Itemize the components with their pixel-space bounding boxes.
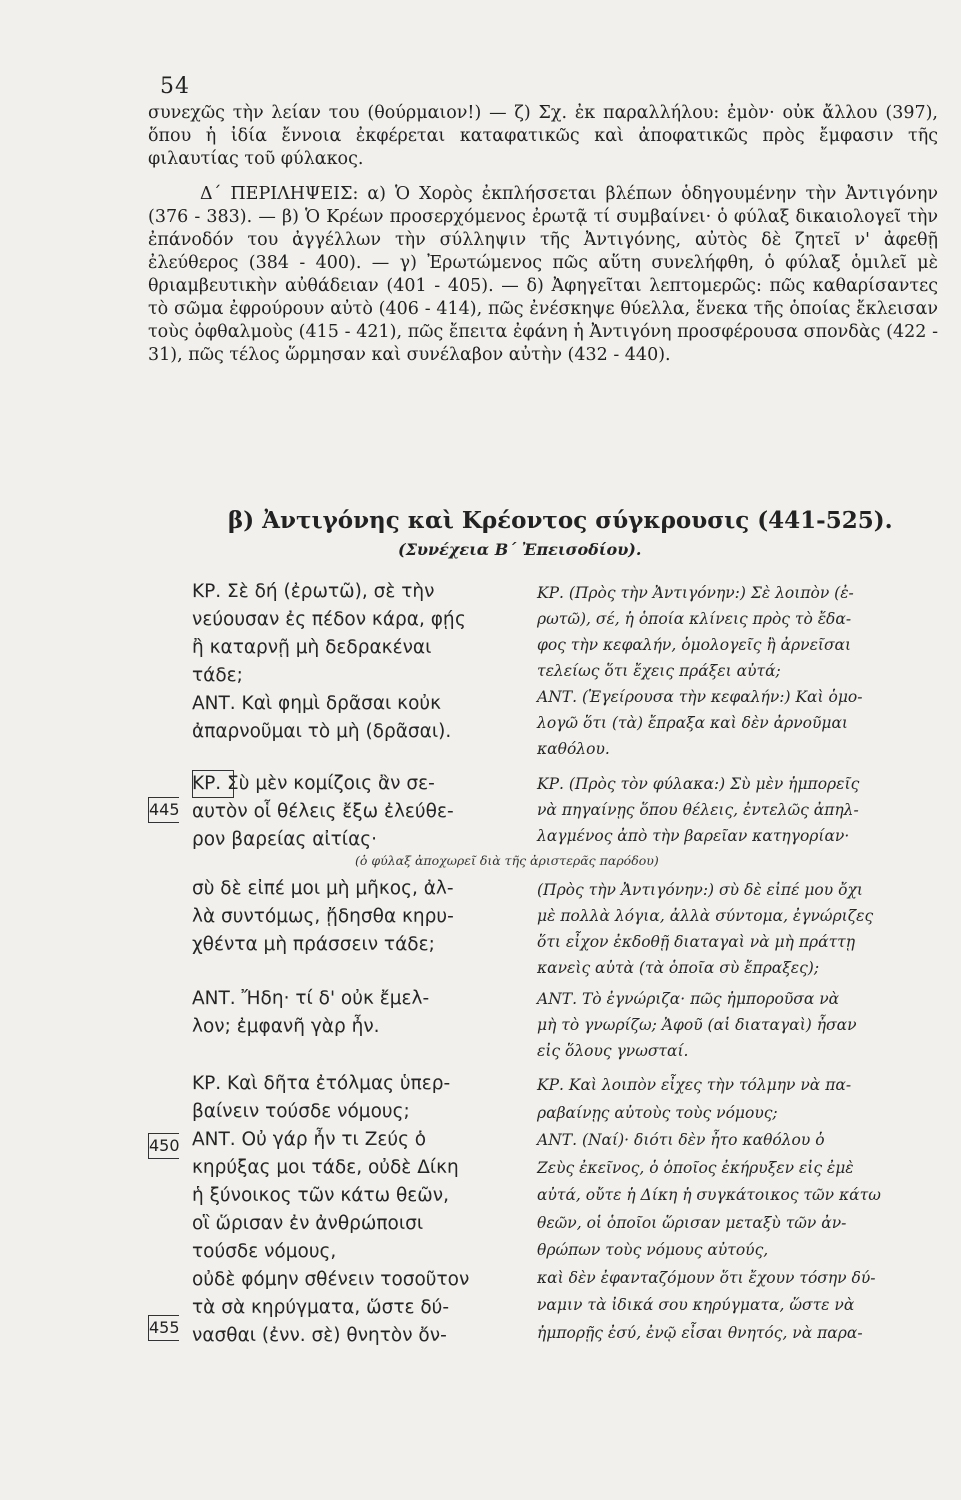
- greek-line: νασθαι (ἐνν. σὲ) θνητὸν ὄν-: [192, 1325, 447, 1346]
- translation-block: [537, 1072, 937, 1347]
- translation-line: λαγμένος ἀπὸ τὴν βαρεῖαν κατηγορίαν·: [537, 827, 850, 845]
- translation-line: ΑΝΤ. (Ναί)· διότι δὲν ἦτο καθόλου ὁ: [537, 1131, 825, 1149]
- greek-line: ΚΡ. Καὶ δῆτα ἐτόλμας ὑπερ-: [192, 1073, 451, 1094]
- greek-line: κηρύξας μοι τάδε, οὐδὲ Δίκη: [192, 1157, 459, 1178]
- greek-line: ἀπαρνοῦμαι τὸ μὴ (δρᾶσαι).: [192, 721, 452, 742]
- commentary-section: [148, 102, 938, 367]
- translation-line: τελείως ὅτι ἔχεις πράξει αὐτά;: [537, 662, 781, 680]
- summaries-paragraph: Δ΄ ΠΕΡΙΛΗΨΕΙΣ: α) Ὁ Χορὸς ἐκπλήσσεται βλέπων ὁδηγουμένην τὴν Ἀντιγόνην (376 - 383). — β) Ὁ Κρέων προσερχόμενος ἐρωτᾷ τί συμβαίνει· ὁ φύλαξ δικαιολογεῖ τὴν ἐπάνοδόν του ἀγγέλλων τὴν σύλληψιν τῆς Ἀντιγόνης, αὐτὸς δὲ ζητεῖ ν' ἀφεθῇ ἐλεύθερος (384 - 400). — γ) Ἐρωτώμενος πῶς αὕτη συνελήφθη, ὁ φύλαξ ὁμιλεῖ μὲ θριαμβευτικὴν αὐθάδειαν (401 - 405). — δ) Ἀφηγεῖται λεπτομερῶς: πῶς καθαρίσαντες τὸ σῶμα ἐφρούρουν αὐτὸ (406 - 414), πῶς ἐνέσκηψε θύελλα, ἕνεκα τῆς ὁποίας ἔκλεισαν τοὺς ὀφθαλμοὺς (415 - 421), πῶς ἔπειτα ἐφάνη ἡ Ἀντιγόνη προσφέρουσα σπονδὰς (422 - 31), πῶς τέλος ὥρμησαν καὶ συνέλαβον αὐτὴν (432 - 440).: [148, 184, 938, 365]
- translation-line: εἰς ὅλους γνωσταί.: [537, 1042, 689, 1060]
- greek-line: νεύουσαν ἐς πέδον κάρα, φῄς: [192, 609, 466, 630]
- greek-line: αυτὸν οἷ θέλεις ἔξω ἐλεύθε-: [192, 801, 454, 822]
- line-number-marker: 445: [148, 797, 179, 823]
- greek-line: ΑΝΤ. Καὶ φημὶ δρᾶσαι κοὐκ: [192, 693, 442, 714]
- greek-line: ΑΝΤ. Ἤδη· τί δ' οὐκ ἔμελ-: [192, 988, 430, 1009]
- translation-line: ΚΡ. (Πρὸς τὸν φύλακα:) Σὺ μὲν ἠμπορεῖς: [537, 775, 860, 793]
- greek-line: τὰ σὰ κηρύγματα, ὥστε δύ-: [192, 1297, 450, 1318]
- translation-block: [537, 986, 937, 1064]
- translation-line: (Πρὸς τὴν Ἀντιγόνην:) σὺ δὲ εἰπέ μου ὄχι: [537, 881, 863, 899]
- translation-line: καθόλου.: [537, 740, 610, 758]
- greek-line: ΚΡ. Σὺ μὲν κομίζοις ἂν σε-: [192, 773, 435, 794]
- translation-line: ναμιν τὰ ἰδικά σου κηρύγματα, ὥστε νὰ: [537, 1296, 855, 1314]
- greek-line: οἳ ὥρισαν ἐν ἀνθρώποισι: [192, 1213, 424, 1234]
- greek-line: λὰ συντόμως, ᾔδησθα κηρυ-: [192, 906, 454, 927]
- greek-text-block: [192, 1070, 512, 1350]
- greek-line: τάδε;: [192, 665, 243, 686]
- translation-line: θρώπων τοὺς νόμους αὐτούς,: [537, 1241, 769, 1259]
- translation-line: ὅτι εἶχον ἐκδοθῇ διαταγαὶ νὰ μὴ πράττῃ: [537, 933, 856, 951]
- line-number-marker: 455: [148, 1315, 179, 1341]
- translation-line: ραβαίνῃς αὐτοὺς τοὺς νόμους;: [537, 1103, 778, 1122]
- translation-line: φος τὴν κεφαλήν, ὁμολογεῖς ἢ ἀρνεῖσαι: [537, 636, 852, 654]
- stage-direction: (ὁ φύλαξ ἀποχωρεῖ διὰ τῆς ἀριστερᾶς παρόδου): [355, 853, 659, 868]
- greek-line: λον; ἐμφανῆ γὰρ ἦν.: [192, 1016, 380, 1037]
- translation-line: ΑΝΤ. Τὸ ἐγνώριζα· πῶς ἠμποροῦσα νὰ: [537, 990, 840, 1008]
- translation-block: [537, 580, 937, 762]
- translation-block: [537, 877, 937, 981]
- page-number: 54: [160, 74, 190, 99]
- translation-line: ΚΡ. Καὶ λοιπὸν εἶχες τὴν τόλμην νὰ πα-: [537, 1076, 852, 1094]
- greek-text-block: [192, 578, 512, 746]
- greek-line: βαίνειν τούσδε νόμους;: [192, 1101, 410, 1122]
- translation-line: κανεὶς αὐτὰ (τὰ ὁποῖα σὺ ἔπραξες);: [537, 959, 820, 977]
- translation-line: νὰ πηγαίνῃς ὅπου θέλεις, ἐντελῶς ἀπηλ-: [537, 801, 859, 819]
- translation-line: μὴ τὸ γνωρίζω; Ἀφοῦ (αἱ διαταγαὶ) ἦσαν: [537, 1016, 857, 1034]
- greek-line: ρον βαρείας αἰτίας·: [192, 829, 377, 850]
- translation-line: Ζεὺς ἐκεῖνος, ὁ ὁποῖος ἐκήρυξεν εἰς ἐμὲ: [537, 1158, 854, 1177]
- greek-text-block: [192, 875, 512, 959]
- greek-line: ἢ καταρνῇ μὴ δεδρακέναι: [192, 637, 432, 658]
- translation-line: καὶ δὲν ἐφανταζόμουν ὅτι ἔχουν τόσην δύ-: [537, 1268, 876, 1287]
- translation-line: λογῶ ὅτι (τὰ) ἔπραξα καὶ δὲν ἀρνοῦμαι: [537, 714, 848, 732]
- section-title: β) Ἀντιγόνης καὶ Κρέοντος σύγκρουσις (441-525).: [228, 507, 893, 534]
- translation-line: αὐτά, οὔτε ἡ Δίκη ἡ συγκάτοικος τῶν κάτω: [537, 1186, 881, 1204]
- greek-line: ΑΝΤ. Οὐ γάρ ἦν τι Ζεύς ὁ: [192, 1129, 427, 1150]
- translation-line: ΑΝΤ. (Ἐγείρουσα τὴν κεφαλήν:) Καὶ ὁμο-: [537, 688, 863, 706]
- section-subtitle: (Συνέχεια Β΄ Ἐπεισοδίου).: [398, 540, 642, 559]
- translation-block: [537, 771, 937, 849]
- translation-line: ἠμπορῇς ἐσύ, ἐνῷ εἶσαι θνητός, νὰ παρα-: [537, 1323, 863, 1342]
- line-number-marker: 450: [148, 1133, 179, 1159]
- greek-line: σὺ δὲ εἰπέ μοι μὴ μῆκος, ἀλ-: [192, 878, 454, 899]
- greek-text-block: [192, 985, 512, 1041]
- greek-line: χθέντα μὴ πράσσειν τάδε;: [192, 934, 435, 955]
- greek-line: ἡ ξύνοικος τῶν κάτω θεῶν,: [192, 1185, 449, 1206]
- greek-line: οὐδὲ φόμην σθένειν τοσοῦτον: [192, 1269, 470, 1290]
- translation-line: ΚΡ. (Πρὸς τὴν Ἀντιγόνην:) Σὲ λοιπὸν (ἐ-: [537, 584, 854, 602]
- greek-text-block: [192, 770, 512, 854]
- translation-line: θεῶν, οἱ ὁποῖοι ὥρισαν μεταξὺ τῶν ἀν-: [537, 1213, 847, 1232]
- commentary-paragraph: συνεχῶς τὴν λείαν του (θούρμαιον!) — ζ) Σχ. ἐκ παραλλήλου: ἐμὸν· οὐκ ἄλλου (397), ὅπου ἡ ἰδία ἔννοια ἐκφέρεται καταφατικῶς καὶ ἀποφατικῶς πρὸς ἔμφασιν τῆς φιλαυτίας τοῦ φύλακος.: [148, 103, 938, 169]
- translation-line: μὲ πολλὰ λόγια, ἀλλὰ σύντομα, ἐγνώριζες: [537, 907, 874, 925]
- greek-line: τούσδε νόμους,: [192, 1241, 337, 1262]
- greek-line: ΚΡ. Σὲ δή (ἐρωτῶ), σὲ τὴν: [192, 581, 435, 602]
- translation-line: ρωτῶ), σέ, ἡ ὁποία κλίνεις πρὸς τὸ ἔδα-: [537, 610, 852, 628]
